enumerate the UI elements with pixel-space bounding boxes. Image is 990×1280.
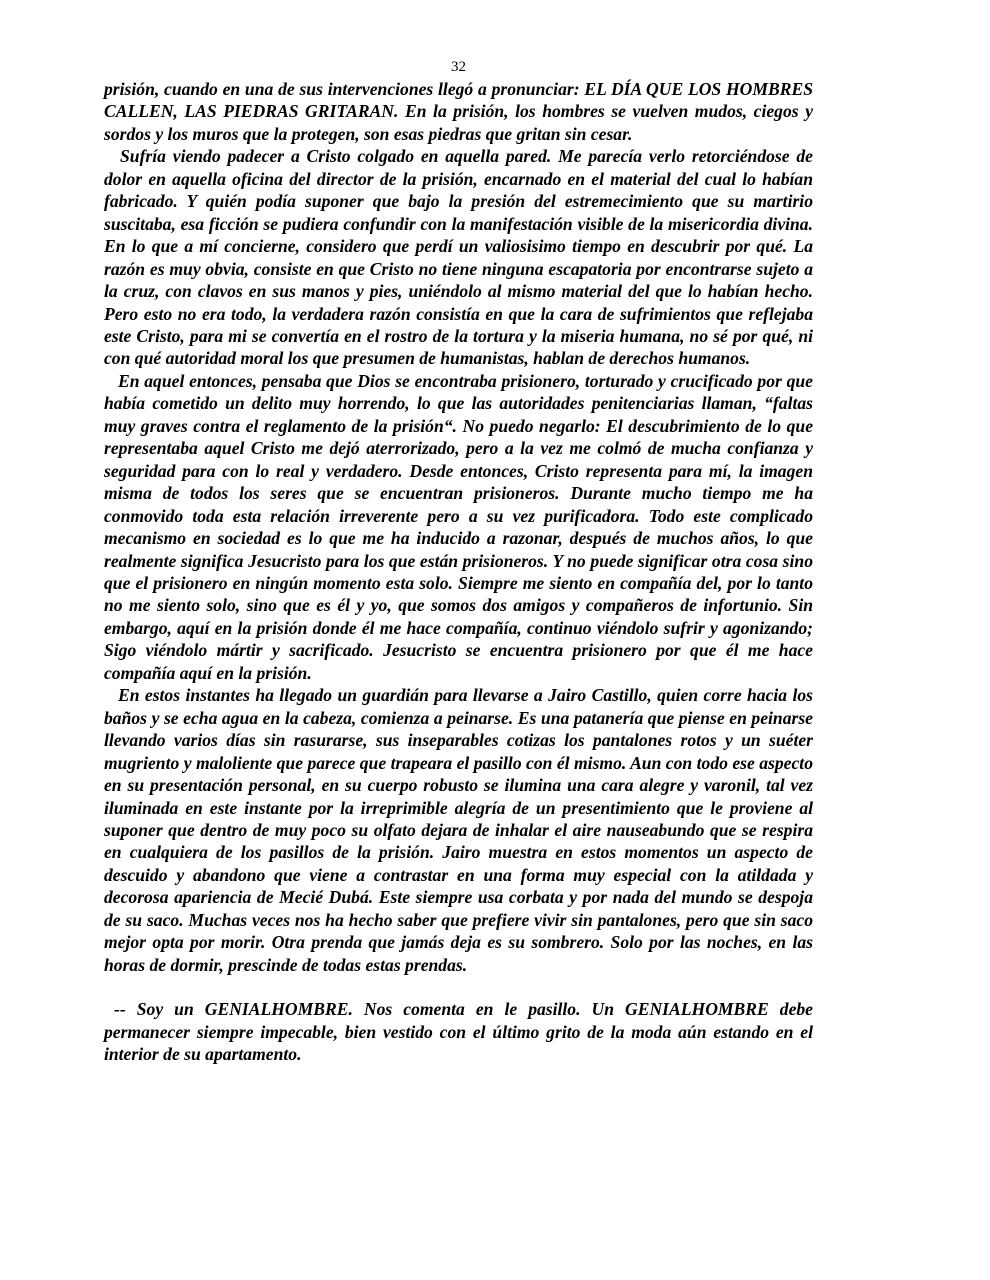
document-page: [104, 0, 813, 1280]
paragraph-2: Sufría viendo padecer a Cristo colgado en aquella pared. Me parecía verlo retorciéndose de dolor en aquella oficina del director de la prisión, encarnado en el material del cual lo habían fabricado. Y quién podía suponer que bajo la presión del estremecimiento que su martirio suscitaba, esa ficción se pudiera confundir con la manifestación visible de la misericordia divina. En lo que a mí concierne, considero que perdí un valiosisimo tiempo en descubrir por qué. La razón es muy obvia, consiste en que Cristo no tiene ninguna escapatoria por encontrarse sujeto a la cruz, con clavos en sus manos y pies, uniéndolo al mismo material del que lo habían hecho. Pero esto no era todo, la verdadera razón consistía en que la cara de sufrimientos que reflejaba este Cristo, para mi se convertía en el rostro de la tortura y la miseria humana, no sé por qué, ni con qué autoridad moral los que presumen de humanistas, hablan de derechos humanos.: [104, 146, 813, 369]
paragraph-3: En aquel entonces, pensaba que Dios se encontraba prisionero, torturado y crucificado por que había cometido un delito muy horrendo, lo que las autoridades penitenciarias llaman, “faltas muy graves contra el reglamento de la prisión“. No puedo negarlo: El descubrimiento de lo que representaba aquel Cristo me dejó aterrorizado, pero a la vez me colmó de mucha confianza y seguridad para con lo real y verdadero. Desde entonces, Cristo representa para mí, la imagen misma de todos los seres que se encuentran prisioneros. Durante mucho tiempo me ha conmovido toda esta relación irreverente pero a su vez purificadora. Todo este complicado mecanismo en sociedad es lo que me ha inducido a razonar, después de muchos años, lo que realmente significa Jesucristo para los que están prisioneros. Y no puede significar otra cosa sino que el prisionero en ningún momento esta solo. Siempre me siento en compañía del, por lo tanto no me siento solo, sino que es él y yo, que somos dos amigos y compañeros de infortunio. Sin embargo, aquí en la prisión donde él me hace compañía, continuo viéndolo sufrir y agonizando; Sigo viéndolo mártir y sacrificado. Jesucristo se encuentra prisionero por que él me hace compañía aquí en la prisión.: [104, 370, 813, 683]
body-text: [104, 78, 813, 1065]
paragraph-4: En estos instantes ha llegado un guardián para llevarse a Jairo Castillo, quien corre hacia los baños y se echa agua en la cabeza, comienza a peinarse. Es una patanería que piense en peinarse llevando varios días sin rasurarse, sus inseparables cotizas los pantalones rotos y un suéter mugriento y maloliente que parece que trapeara el pasillo con él mismo. Aun con todo ese aspecto en su presentación personal, en su cuerpo robusto se ilumina una cara alegre y varonil, tal vez iluminada en este instante por la irreprimible alegría de un presentimiento que le proviene al suponer que dentro de muy poco su olfato dejara de inhalar el aire nauseabundo que se respira en cualquiera de los pasillos de la prisión. Jairo muestra en estos momentos un aspecto de descuido y abandono que viene a contrastar en una forma muy especial con la atildada y decorosa apariencia de Mecié Dubá. Este siempre usa corbata y por nada del mundo se despoja de su saco. Muchas veces nos ha hecho saber que prefiere vivir sin pantalones, pero que sin saco mejor opta por morir. Otra prenda que jamás deja es su sombrero. Solo por las noches, en las horas de dormir, prescinde de todas estas prendas.: [104, 685, 813, 975]
dialogue-paragraph: -- Soy un GENIALHOMBRE. Nos comenta en le pasillo. Un GENIALHOMBRE debe permanecer siempre impecable, bien vestido con el último grito de la moda aún estando en el interior de su apartamento.: [104, 999, 813, 1065]
paragraph-1: prisión, cuando en una de sus intervenciones llegó a pronunciar: EL DÍA QUE LOS HOMBRES CALLEN, LAS PIEDRAS GRITARAN. En la prisión, los hombres se vuelven mudos, ciegos y sordos y los muros que la protegen, son esas piedras que gritan sin cesar.: [104, 79, 813, 144]
page-number: 32: [451, 59, 466, 75]
